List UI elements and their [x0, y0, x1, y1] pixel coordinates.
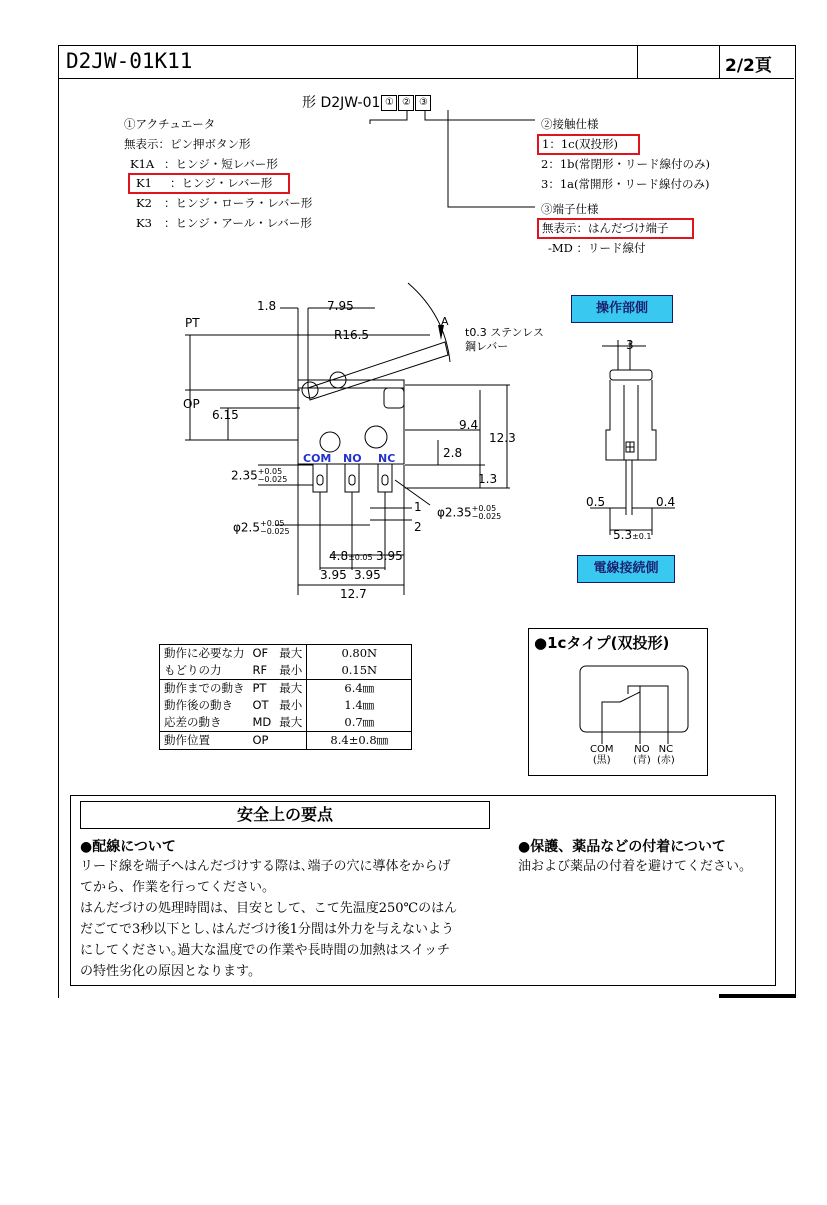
contact-title: ②接触仕様 — [541, 117, 599, 131]
wiring-text: リード線を端子へはんだづけする際は､端子の穴に導体をからげ てから、作業を行ってください。 はんだづけの処理時間は、目安として、こて先温度250℃のはん だごてで3秒以下とし､はんだづけ後1分間は外力を与えないよう にしてください｡過大な温度での作業や長時間の加熱はスイッチ の特性劣化の原因となります。 — [80, 859, 458, 979]
table-row: もどりの力 RF 最小 0.15N — [160, 662, 412, 680]
code-box-2: ② — [398, 95, 414, 111]
dim-label: 3.95 — [376, 549, 403, 563]
protection-text: 油および薬品の付着を避けてください。 — [518, 859, 753, 874]
actuator-item: K1A ：ヒンジ・短レバー形 — [130, 157, 278, 171]
table-row: 動作位置 OP 8.4±0.8㎜ — [160, 732, 412, 750]
terminal-item: -MD ：リード線付 — [548, 241, 646, 255]
dim-label: 2 — [414, 520, 422, 534]
dim-label: R16.5 — [334, 328, 370, 342]
table-row: 動作後の動き OT 最小 1.4㎜ — [160, 697, 412, 714]
page-number: 2/2頁 — [725, 56, 772, 76]
terminal-no-label: NO — [343, 452, 362, 465]
circuit-no: NO (青) — [633, 744, 651, 766]
dim-label: 4.8±0.05 — [329, 549, 373, 563]
wiring-heading: ●配線について — [80, 839, 176, 855]
terminal-nc-label: NC — [378, 452, 396, 465]
lever-note: t0.3 ステンレス — [465, 326, 544, 339]
dim-label: 3.95 — [354, 568, 381, 582]
dim-label: 2.35+0.05 −0.025 — [231, 467, 288, 484]
dim-label: PT — [185, 316, 200, 330]
protection-heading: ●保護、薬品などの付着について — [518, 839, 726, 855]
actuator-item: K3 ：ヒンジ・アール・レバー形 — [136, 216, 312, 230]
table-row: 動作に必要な力 OF 最大 0.80N — [160, 645, 412, 663]
dim-label: 9.4 — [459, 418, 479, 432]
terminal-item-selected: 無表示：はんだづけ端子 — [537, 218, 694, 239]
dim-label: 6.15 — [212, 408, 239, 422]
operate-side-label: 操作部側 — [571, 295, 673, 323]
safety-title: 安全上の要点 — [80, 801, 490, 829]
dim-label: 5.3±0.1 — [613, 528, 652, 542]
dim-label: 0.5 — [586, 495, 606, 509]
actuator-title: ①アクチュエータ — [124, 117, 216, 131]
bottom-rule — [719, 994, 795, 998]
table-row: 動作までの動き PT 最大 6.4㎜ — [160, 680, 412, 698]
dim-label: 12.7 — [340, 587, 367, 601]
dim-label: 1 — [414, 500, 422, 514]
contact-item: 2：1b(常閉形・リード線付のみ) — [541, 157, 710, 171]
side-view-drawing — [590, 330, 700, 545]
circuit-title: ●1cタイプ(双投形) — [534, 634, 670, 652]
circuit-com: COM (黒) — [590, 744, 614, 766]
dim-label: φ2.5+0.05 −0.025 — [233, 519, 290, 536]
dim-label: 2.8 — [443, 446, 463, 460]
doc-title: D2JW-01K11 — [66, 49, 193, 73]
lever-note: 鋼レバー — [465, 340, 509, 353]
dim-label: A — [441, 315, 449, 328]
circuit-nc: NC (赤) — [657, 744, 675, 766]
code-box-3: ③ — [415, 95, 431, 111]
dim-label: 3 — [626, 338, 634, 352]
table-row: 応差の動き MD 最大 0.7㎜ — [160, 714, 412, 732]
dim-label: OP — [183, 397, 200, 411]
dim-label: 12.3 — [489, 431, 516, 445]
dim-label: 3.95 — [320, 568, 347, 582]
wire-side-label: 電線接続側 — [577, 555, 675, 583]
dim-label: 1.3 — [478, 472, 498, 486]
model-prefix: 形 D2JW-01 — [302, 95, 381, 111]
actuator-item-selected: K1 ：ヒンジ・レバー形 — [128, 173, 290, 194]
dim-label: 7.95 — [327, 299, 354, 313]
code-box-1: ① — [381, 95, 397, 111]
actuator-item: K2 ：ヒンジ・ローラ・レバー形 — [136, 196, 313, 210]
spec-table — [159, 644, 412, 750]
actuator-item: 無表示：ピン押ボタン形 — [124, 137, 251, 151]
circuit-diagram — [578, 664, 690, 744]
terminal-com-label: COM — [303, 452, 332, 465]
dim-label: 0.4 — [656, 495, 676, 509]
dim-label: 1.8 — [257, 299, 277, 313]
terminal-title: ③端子仕様 — [541, 202, 599, 216]
dim-label: φ2.35+0.05 −0.025 — [437, 504, 502, 521]
contact-item-selected: 1：1c(双投形) — [537, 134, 640, 155]
contact-item: 3：1a(常開形・リード線付のみ) — [541, 177, 710, 191]
